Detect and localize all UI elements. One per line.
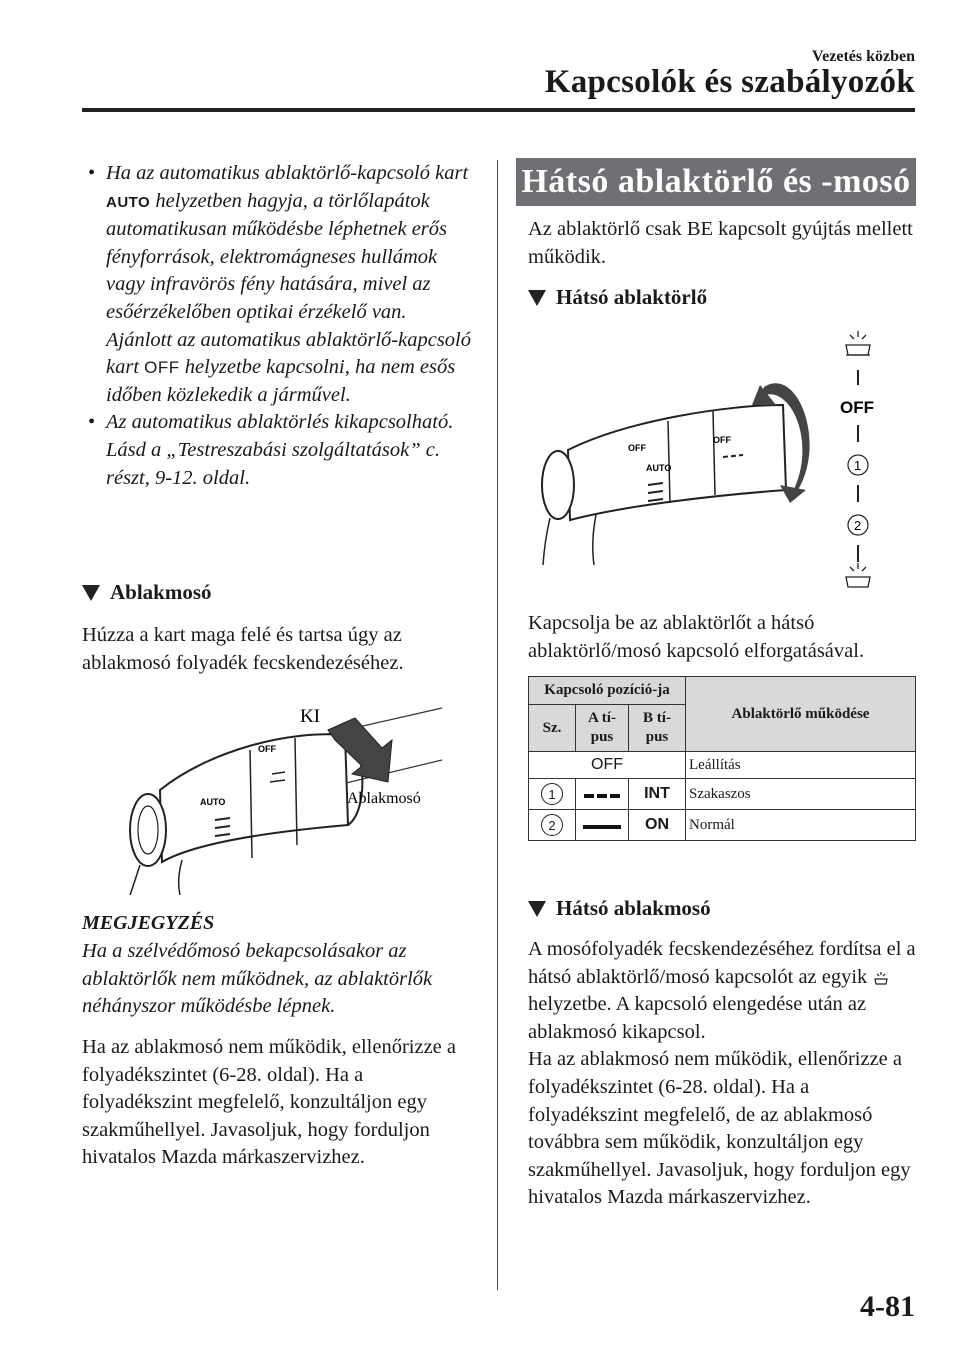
pos1-label: 1 bbox=[854, 458, 862, 473]
cell-a-icon bbox=[576, 779, 629, 810]
washer-heading bbox=[82, 580, 477, 605]
rear-washer-heading bbox=[528, 896, 918, 921]
circled-1: 1 bbox=[541, 783, 563, 805]
column-divider bbox=[497, 160, 498, 1290]
bullet-text: Ha az automatikus ablaktörlő-kapcsoló kart bbox=[106, 162, 469, 184]
washer-text: Húzza a kart maga felé és tartsa úgy az ablakmosó folyadék fecskendezéséhez. bbox=[82, 624, 404, 674]
cell-b: ON bbox=[629, 810, 686, 841]
bullet-auto-wiper bbox=[82, 160, 477, 409]
cell-op: Leállítás bbox=[686, 752, 916, 779]
bullet-text: helyzetbe kapcsolni, ha nem esős időben közlekedik a járművel. bbox=[106, 356, 456, 406]
lever-off-label: OFF bbox=[628, 443, 646, 453]
circled-2: 2 bbox=[541, 814, 563, 836]
off-tag: OFF bbox=[144, 358, 180, 378]
th-operation: Ablaktörlő működése bbox=[686, 677, 916, 752]
triangle-marker-icon bbox=[528, 901, 546, 917]
left-column bbox=[82, 160, 477, 492]
lever-auto-label: AUTO bbox=[200, 797, 226, 807]
page-number: 4-81 bbox=[860, 1290, 915, 1323]
table-row bbox=[529, 779, 916, 810]
wiper-position-table bbox=[528, 676, 916, 841]
note-title: MEGJEGYZÉS bbox=[82, 912, 215, 934]
table-row bbox=[529, 810, 916, 841]
rear-washer-text-a: A mosófolyadék fecskendezéséhez fordítsa el a hátsó ablaktörlő/mosó kapcsolót az egyik bbox=[528, 938, 916, 988]
cell-a-icon bbox=[576, 810, 629, 841]
th-b-type: B tí-pus bbox=[629, 705, 686, 752]
rear-wiper-heading bbox=[528, 285, 918, 310]
auto-tag: AUTO bbox=[106, 193, 151, 211]
lever-off-label: OFF bbox=[258, 744, 276, 754]
washer-lever-figure bbox=[120, 690, 450, 895]
continuous-line-icon bbox=[583, 825, 621, 829]
bullet-text: helyzetben hagyja, a törlőlapátok automatikusan működésbe léphetnek erős fényforrások, elektromágneses hullámok vagy infravörös fény hatására, mivel az esőérzékelőben optikai érzékelő van. Ajánlott az automatikus ablaktörlő-kapcsoló kart bbox=[106, 189, 471, 379]
washer-failure-text: Ha az ablakmosó nem működik, ellenőrizze a folyadékszintet (6-28. oldal). Ha a folyadékszint megfelelő, konzultáljon egy szakműhellyel. Javasoljuk, hogy forduljon hivatalos Mazda márkaszervizhez. bbox=[82, 1036, 456, 1169]
header-rule bbox=[82, 108, 915, 112]
fig-label-ki: KI bbox=[300, 706, 321, 727]
cell-op: Normál bbox=[686, 810, 916, 841]
pos2-label: 2 bbox=[854, 518, 862, 533]
bullet-dot: • bbox=[88, 411, 96, 434]
rear-washer-text-b: helyzetbe. A kapcsoló elengedése után az ablakmosó kikapcsol. bbox=[528, 993, 867, 1043]
washer-symbol-icon bbox=[846, 331, 870, 355]
cell-off: OFF bbox=[529, 752, 686, 779]
rear-washer-heading-text: Hátsó ablakmosó bbox=[556, 896, 711, 920]
cell-b: INT bbox=[629, 779, 686, 810]
bullet-text: Az automatikus ablaktörlés kikapcsolható. bbox=[106, 411, 454, 434]
triangle-marker-icon bbox=[528, 290, 546, 306]
section-label: Vezetés közben bbox=[812, 48, 915, 65]
table-row bbox=[529, 752, 916, 779]
lever-off-label: OFF bbox=[713, 435, 731, 445]
page-title: Kapcsolók és szabályozók bbox=[544, 64, 915, 100]
pos-off-label: OFF bbox=[840, 398, 874, 417]
bullet-dot: • bbox=[88, 162, 96, 184]
washer-symbol-icon bbox=[872, 969, 890, 987]
intermittent-dashes-icon bbox=[584, 794, 620, 798]
section-banner: Hátsó ablaktörlő és -mosó bbox=[516, 158, 916, 206]
cell-num bbox=[529, 810, 576, 841]
lever-auto-label: AUTO bbox=[646, 463, 672, 473]
rear-wiper-figure bbox=[528, 325, 918, 593]
th-sz: Sz. bbox=[529, 705, 576, 752]
rear-intro-text: Az ablaktörlő csak BE kapcsolt gyújtás mellett működik. bbox=[528, 218, 913, 268]
cell-num bbox=[529, 779, 576, 810]
washer-heading-text: Ablakmosó bbox=[110, 580, 212, 604]
fig-label-ablakmoso: Ablakmosó bbox=[347, 790, 421, 807]
note-text: Ha a szélvédőmosó bekapcsolásakor az ablaktörlők nem működnek, az ablaktörlők néhányszor működésbe lépnek. bbox=[82, 940, 433, 1018]
triangle-marker-icon bbox=[82, 585, 100, 601]
rear-washer-text bbox=[528, 936, 918, 1212]
th-position: Kapcsoló pozíció-ja bbox=[529, 677, 686, 705]
bullet-disable-auto bbox=[82, 409, 477, 492]
cell-op: Szakaszos bbox=[686, 779, 916, 810]
th-a-type: A tí-pus bbox=[576, 705, 629, 752]
bullet-ref: Lásd a „Testreszabási szolgáltatások” c. részt, 9-12. oldal. bbox=[106, 438, 440, 489]
rear-wiper-heading-text: Hátsó ablaktörlő bbox=[556, 285, 708, 309]
rear-washer-failure-text: Ha az ablakmosó nem működik, ellenőrizze a folyadékszintet (6-28. oldal). Ha a folyadékszint megfelelő, de az ablakmosó továbbra sem működik, konzultáljon egy szakműhellyel. Javasoljuk, hogy forduljon egy hivatalos Mazda márkaszervizhez. bbox=[528, 1048, 911, 1209]
rear-wiper-text: Kapcsolja be az ablaktörlőt a hátsó ablaktörlő/mosó kapcsoló elforgatásával. bbox=[528, 612, 865, 662]
washer-symbol-icon bbox=[846, 563, 870, 587]
